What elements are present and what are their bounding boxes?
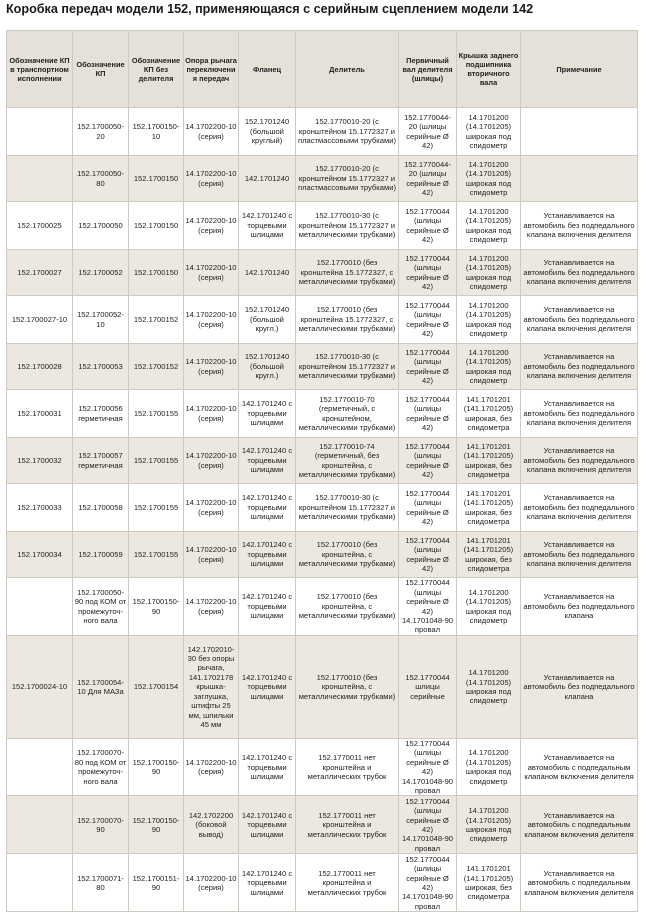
table-cell: 14.1702200-10 (серия): [184, 578, 239, 636]
table-cell: 152.1770044-20 (шлицы серийные Ø 42): [399, 156, 457, 202]
table-cell: 14.1702200-10 (серия): [184, 344, 239, 390]
table-cell: 152.1770011 нет кронштейна и металлических трубок: [296, 854, 399, 912]
table-cell: 152.1770044-20 (шлицы серийные Ø 42): [399, 108, 457, 156]
table-row: [7, 578, 638, 636]
table-cell: 152.1770011 нет кронштейна и металлических трубок: [296, 739, 399, 796]
table-cell: [7, 108, 73, 156]
table-cell: 142.1701240 с торцевыми шлицами: [239, 484, 296, 532]
table-cell: 152.1770044 (шлицы серийные Ø 42): [399, 484, 457, 532]
table-cell: [521, 156, 638, 202]
table-cell: 152.1770010 (без кронштейна, с металлическими трубками): [296, 636, 399, 739]
table-cell: Устанавливается на автомобиль без подпедального клапана включения делителя: [521, 484, 638, 532]
table-cell: 152.1700152: [129, 296, 184, 344]
table-cell: 152.1700052-10: [73, 296, 129, 344]
table-cell: 152.1770010-70 (герметичный, с кронштейном, металлическими трубками): [296, 390, 399, 438]
header-row: [7, 31, 638, 108]
table-cell: 14.1702200-10 (серия): [184, 296, 239, 344]
table-cell: 152.1700155: [129, 390, 184, 438]
table-cell: 14.1701200 (14.1701205) широкая под спидометр: [457, 156, 521, 202]
table-cell: 142.1701240 с торцевыми шлицами: [239, 438, 296, 484]
table-row: [7, 250, 638, 296]
table-cell: 152.1770044 шлицы серийные: [399, 636, 457, 739]
table-cell: 152.1700150-90: [129, 796, 184, 854]
table-cell: 152.1700150: [129, 250, 184, 296]
table-cell: 14.1701200 (14.1701205) широкая под спидометр: [457, 636, 521, 739]
table-cell: Устанавливается на автомобиль без подпедального клапана: [521, 578, 638, 636]
table-cell: 142.1701240 с торцевыми шлицами: [239, 202, 296, 250]
table-cell: 142.1701240 с торцевыми шлицами: [239, 390, 296, 438]
table-cell: Устанавливается на автомобиль без подпедального клапана включения делителя: [521, 296, 638, 344]
table-cell: 152.1700028: [7, 344, 73, 390]
table-cell: 152.1700150-10: [129, 108, 184, 156]
table-cell: 142.1702010-30 без опоры рычага, 141.1702178 крышка-заглушка, штифты 25 мм, шпильки 45 мм: [184, 636, 239, 739]
table-cell: 14.1701200 (14.1701205) широкая под спидометр: [457, 739, 521, 796]
table-cell: 152.1700155: [129, 484, 184, 532]
table-cell: 152.1700050-90 под КОМ от промежуточ-ного вала: [73, 578, 129, 636]
table-cell: Устанавливается на автомобиль с подпедальным клапаном включения делителя: [521, 739, 638, 796]
table-cell: 152.1700031: [7, 390, 73, 438]
table-cell: 152.1700154: [129, 636, 184, 739]
table-cell: 152.1700155: [129, 532, 184, 578]
table-cell: 152.1770044 (шлицы серийные Ø 42) 14.1701048-90 провал: [399, 854, 457, 912]
table-cell: 152.1700034: [7, 532, 73, 578]
table-row: [7, 390, 638, 438]
gearbox-spec-table: [6, 30, 638, 912]
table-cell: 152.1701240 (большой кругл.): [239, 296, 296, 344]
table-cell: Устанавливается на автомобиль с подпедальным клапаном включения делителя: [521, 796, 638, 854]
table-cell: 152.1770010-30 (с кронштейном 15.1772327 и металлическими трубками): [296, 484, 399, 532]
table-cell: 141.1701201 (141.1701205) широкая, без спидометра: [457, 532, 521, 578]
table-cell: 152.1700070-80 под КОМ от промежуточ-ного вала: [73, 739, 129, 796]
table-row: [7, 438, 638, 484]
table-row: [7, 636, 638, 739]
table-cell: 141.1701201 (141.1701205) широкая, без спидометра: [457, 390, 521, 438]
table-cell: 142.1701240 с торцевыми шлицами: [239, 578, 296, 636]
table-cell: 141.1701201 (141.1701205) широкая, без спидометра: [457, 854, 521, 912]
col-header: Обозначение КП: [73, 31, 129, 108]
col-header: Делитель: [296, 31, 399, 108]
table-cell: 152.1700155: [129, 438, 184, 484]
col-header: Примечание: [521, 31, 638, 108]
table-cell: [7, 739, 73, 796]
table-cell: 152.1700059: [73, 532, 129, 578]
table-cell: 152.1770044 (шлицы серийные Ø 42): [399, 438, 457, 484]
table-cell: 152.1701240 (большой кругл.): [239, 344, 296, 390]
table-cell: 152.1700052: [73, 250, 129, 296]
table-cell: 152.1700058: [73, 484, 129, 532]
table-cell: 152.1700071-80: [73, 854, 129, 912]
table-cell: 152.1700150: [129, 156, 184, 202]
table-row: [7, 202, 638, 250]
table-cell: 152.1700150-90: [129, 578, 184, 636]
table-row: [7, 532, 638, 578]
table-row: [7, 296, 638, 344]
table-cell: 142.1701240: [239, 250, 296, 296]
table-cell: 152.1700025: [7, 202, 73, 250]
table-row: [7, 739, 638, 796]
table-cell: 152.1770010-30 (с кронштейном 15.1772327 и металлическими трубками): [296, 202, 399, 250]
table-cell: [7, 796, 73, 854]
table-cell: 14.1702200-10 (серия): [184, 202, 239, 250]
table-cell: 152.1770044 (шлицы серийные Ø 42): [399, 344, 457, 390]
col-header: Опора рычага переключения передач: [184, 31, 239, 108]
table-row: [7, 854, 638, 912]
table-cell: 152.1770044 (шлицы серийные Ø 42): [399, 250, 457, 296]
table-cell: 152.1700050-80: [73, 156, 129, 202]
table-cell: 14.1701200 (14.1701205) широкая под спидометр: [457, 250, 521, 296]
table-cell: 141.1701201 (141.1701205) широкая, без спидометра: [457, 484, 521, 532]
table-cell: 14.1702200-10 (серия): [184, 156, 239, 202]
table-cell: Устанавливается на автомобиль без подпедального клапана включения делителя: [521, 532, 638, 578]
table-cell: [7, 854, 73, 912]
table-cell: 152.1700024-10: [7, 636, 73, 739]
table-cell: 152.1770044 (шлицы серийные Ø 42) 14.1701048-90 провал: [399, 796, 457, 854]
table-cell: 14.1702200-10 (серия): [184, 438, 239, 484]
table-cell: 152.1700070-90: [73, 796, 129, 854]
table-row: [7, 484, 638, 532]
table-cell: 152.1770044 (шлицы серийные Ø 42) 14.1701048-90 провал: [399, 739, 457, 796]
table-cell: 152.1770044 (шлицы серийные Ø 42): [399, 532, 457, 578]
table-cell: 14.1701200 (14.1701205) широкая под спидометр: [457, 296, 521, 344]
table-cell: 152.1700054-10 Для МАЗа: [73, 636, 129, 739]
table-cell: 152.1770044 (шлицы серийные Ø 42): [399, 390, 457, 438]
table-row: [7, 108, 638, 156]
table-cell: 152.1701240 (большой круглый): [239, 108, 296, 156]
table-cell: Устанавливается на автомобиль без подпедального клапана включения делителя: [521, 250, 638, 296]
table-cell: 152.1700150-90: [129, 739, 184, 796]
table-cell: 14.1702200-10 (серия): [184, 484, 239, 532]
table-cell: 152.1700053: [73, 344, 129, 390]
table-cell: Устанавливается на автомобиль без подпедального клапана: [521, 636, 638, 739]
table-cell: [7, 578, 73, 636]
table-cell: 142.1701240 с торцевыми шлицами: [239, 636, 296, 739]
table-cell: Устанавливается на автомобиль с подпедальным клапаном включения делителя: [521, 854, 638, 912]
col-header: Крышка заднего подшипника вторичного вала: [457, 31, 521, 108]
table-cell: 14.1701200 (14.1701205) широкая под спидометр: [457, 344, 521, 390]
table-cell: 14.1702200-10 (серия): [184, 532, 239, 578]
table-cell: 152.1700027-10: [7, 296, 73, 344]
table-cell: 142.1701240 с торцевыми шлицами: [239, 739, 296, 796]
table-cell: 142.1702200 (боковой вывод): [184, 796, 239, 854]
table-cell: 14.1701200 (14.1701205) широкая под спидометр: [457, 796, 521, 854]
table-cell: [521, 108, 638, 156]
table-cell: 152.1770011 нет кронштейна и металлических трубок: [296, 796, 399, 854]
table-cell: [7, 156, 73, 202]
table-cell: 14.1701200 (14.1701205) широкая под спидометр: [457, 108, 521, 156]
table-cell: 152.1770044 (шлицы серийные Ø 42) 14.1701048-90 провал: [399, 578, 457, 636]
table-row: [7, 796, 638, 854]
table-cell: 152.1770010 (без кронштейна, с металлическими трубками): [296, 578, 399, 636]
table-cell: 152.1770044 (шлицы серийные Ø 42): [399, 202, 457, 250]
table-cell: 152.1770010 (без кронштейна 15.1772327, с металлическими трубками): [296, 296, 399, 344]
table-cell: 152.1700150: [129, 202, 184, 250]
table-cell: 152.1770010 (без кронштейна 15.1772327, с металлическими трубками): [296, 250, 399, 296]
table-cell: 152.1700050: [73, 202, 129, 250]
table-cell: 152.1700027: [7, 250, 73, 296]
table-row: [7, 344, 638, 390]
table-cell: 14.1702200-10 (серия): [184, 854, 239, 912]
col-header: Первичный вал делителя (шлицы): [399, 31, 457, 108]
table-cell: 152.1700032: [7, 438, 73, 484]
table-cell: 142.1701240: [239, 156, 296, 202]
table-cell: 152.1700057 герметичная: [73, 438, 129, 484]
col-header: Фланец: [239, 31, 296, 108]
table-cell: 14.1702200-10 (серия): [184, 250, 239, 296]
table-cell: 152.1770010 (без кронштейна, с металлическими трубками): [296, 532, 399, 578]
table-cell: 142.1701240 с торцевыми шлицами: [239, 796, 296, 854]
table-cell: Устанавливается на автомобиль без подпедального клапана включения делителя: [521, 438, 638, 484]
table-cell: Устанавливается на автомобиль без подпедального клапана включения делителя: [521, 390, 638, 438]
table-row: [7, 156, 638, 202]
col-header: Обозначение КП в транспортном исполнении: [7, 31, 73, 108]
page-title: Коробка передач модели 152, применяющаяся с серийным сцеплением модели 142: [6, 2, 534, 16]
table-cell: Устанавливается на автомобиль без подпедального клапана включения делителя: [521, 202, 638, 250]
table-cell: 152.1700151-90: [129, 854, 184, 912]
table-cell: 14.1702200-10 (серия): [184, 108, 239, 156]
table-cell: 152.1700033: [7, 484, 73, 532]
table-body: [7, 108, 638, 912]
table-cell: 14.1701200 (14.1701205) широкая под спидометр: [457, 578, 521, 636]
table-cell: 152.1770044 (шлицы серийные Ø 42): [399, 296, 457, 344]
table-cell: 152.1770010-30 (с кронштейном 15.1772327 и металлическими трубками): [296, 344, 399, 390]
table-cell: Устанавливается на автомобиль без подпедального клапана включения делителя: [521, 344, 638, 390]
table-cell: 152.1700152: [129, 344, 184, 390]
table-cell: 14.1702200-10 (серия): [184, 739, 239, 796]
table-cell: 14.1701200 (14.1701205) широкая под спидометр: [457, 202, 521, 250]
table-cell: 152.1770010-20 (с кронштейном 15.1772327 и пластмассовыми трубками): [296, 108, 399, 156]
table-cell: 152.1700056 герметичная: [73, 390, 129, 438]
table-cell: 141.1701201 (141.1701205) широкая, без спидометра: [457, 438, 521, 484]
table-cell: 142.1701240 с торцевыми шлицами: [239, 532, 296, 578]
table-cell: 152.1770010-20 (с кронштейном 15.1772327 и пластмассовыми трубками): [296, 156, 399, 202]
col-header: Обозначение КП без делителя: [129, 31, 184, 108]
table-cell: 142.1701240 с торцевыми шлицами: [239, 854, 296, 912]
table-cell: 152.1770010-74 (герметичный, без кронштейна, с металлическими трубками): [296, 438, 399, 484]
table-cell: 14.1702200-10 (серия): [184, 390, 239, 438]
table-cell: 152.1700050-20: [73, 108, 129, 156]
